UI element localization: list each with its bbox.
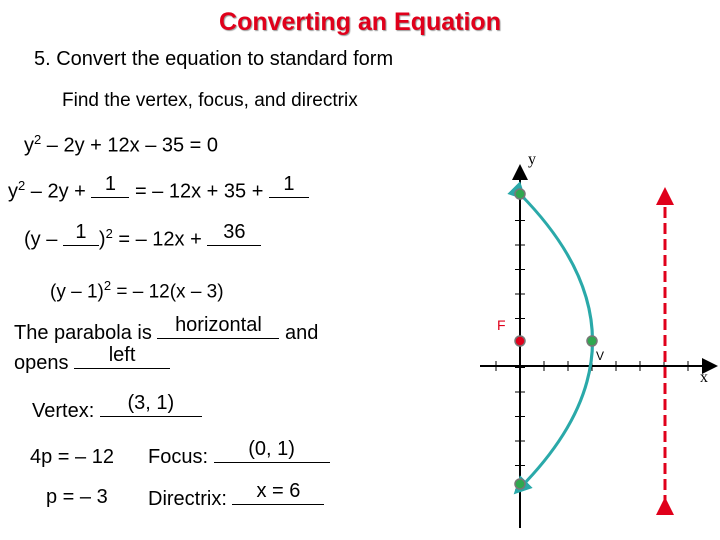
- eq4-exponent: 2: [103, 278, 112, 293]
- focus-value: (0, 1): [248, 438, 295, 460]
- vertex-point-label: V: [596, 349, 605, 363]
- parabola-suffix: and: [279, 322, 319, 344]
- problem-statement: 5. Convert the equation to standard form: [34, 48, 394, 70]
- page-title: Converting an Equation: [219, 8, 501, 36]
- point-bottom: [515, 479, 525, 489]
- point-top: [515, 189, 525, 199]
- eq1-rest: – 2y + 12x – 35 = 0: [41, 134, 219, 157]
- vertex-point: [587, 336, 597, 346]
- eq3-paren: ): [98, 228, 106, 251]
- x-axis-label: x: [700, 369, 708, 386]
- focus-point: [515, 336, 525, 346]
- opens-fill: left: [108, 344, 136, 366]
- eq1-exponent: 2: [34, 132, 42, 147]
- eq4-rest: = – 12(x – 3): [111, 281, 224, 303]
- parabola-fill: horizontal: [175, 314, 262, 336]
- eq2-left: – 2y +: [25, 180, 92, 203]
- y-axis-label: y: [528, 151, 536, 168]
- eq2-var: y: [8, 180, 18, 203]
- vertex-value: (3, 1): [127, 392, 175, 414]
- eq2-fill-2: 1: [283, 172, 295, 195]
- parabola-prefix: The parabola is: [14, 322, 158, 344]
- eq2-fill-1: 1: [104, 172, 116, 195]
- eq3-left: (y –: [24, 228, 63, 251]
- four-p-equation: 4p = – 12: [30, 446, 114, 468]
- eq4-left: (y – 1): [50, 281, 104, 303]
- eq3-fill-1: 1: [75, 220, 87, 243]
- subtitle: Find the vertex, focus, and directrix: [62, 90, 358, 111]
- eq3-fill-2: 36: [223, 220, 246, 243]
- focus-point-label: F: [497, 317, 506, 333]
- focus-label: Focus:: [148, 446, 214, 468]
- parabola-curve: [520, 194, 593, 488]
- eq2-exponent: 2: [18, 178, 26, 193]
- directrix-label: Directrix:: [148, 488, 233, 510]
- eq3-middle: = – 12x +: [112, 228, 208, 251]
- directrix-value: x = 6: [256, 480, 301, 502]
- eq2-middle: = – 12x + 35 +: [129, 180, 269, 203]
- p-value: p = – 3: [46, 486, 108, 508]
- eq3-exponent: 2: [105, 226, 113, 241]
- opens-label: opens: [14, 352, 75, 374]
- vertex-label: Vertex:: [32, 400, 100, 422]
- eq1-var: y: [24, 134, 34, 157]
